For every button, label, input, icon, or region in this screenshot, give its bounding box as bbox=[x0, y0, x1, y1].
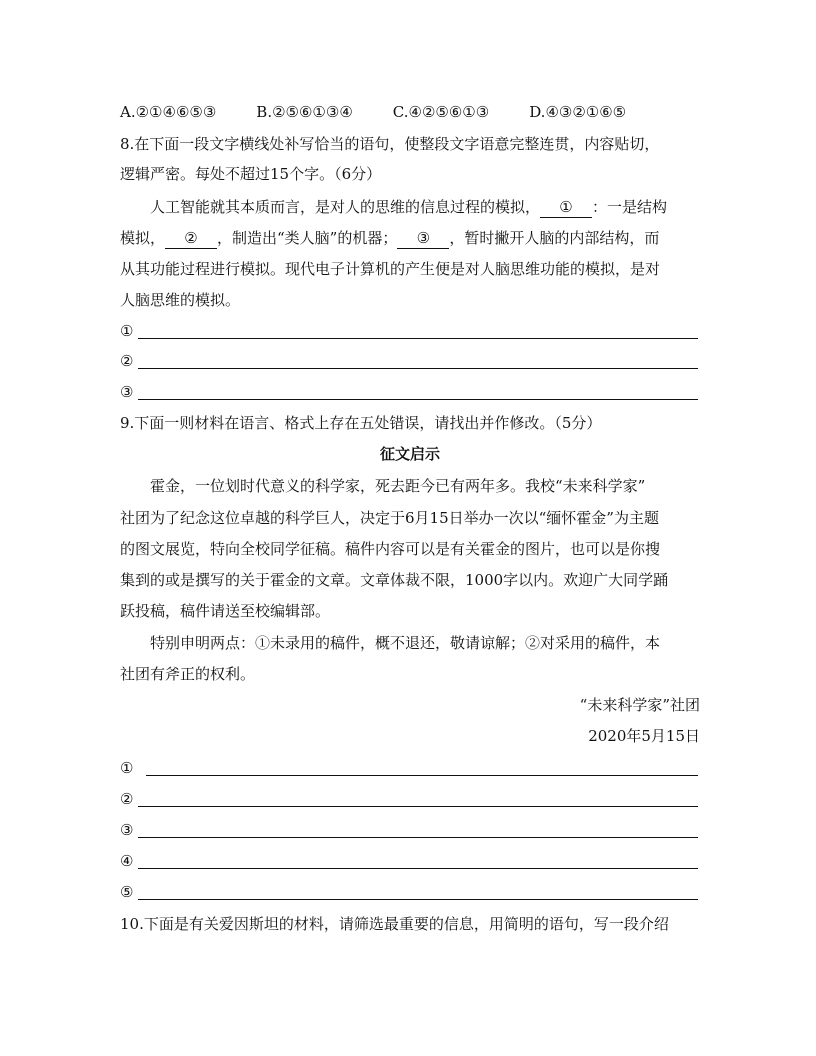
option-b: B.②⑤⑥①③④ bbox=[256, 103, 353, 121]
q9-text-line3: 的图文展览，特向全校同学征稿。稿件内容可以是有关霍金的图片，也可以是你搜 bbox=[120, 540, 661, 558]
q9-text-line2: 社团为了纪念这位卓越的科学巨人，决定于6月15日举办一次以“缅怀霍金”为主题 bbox=[120, 509, 659, 527]
q8-answer-2[interactable]: ② bbox=[120, 350, 698, 372]
option-a: A.②①④⑥⑤③ bbox=[120, 103, 217, 121]
q9-title: 征文启示 bbox=[379, 445, 440, 463]
q9-signature: “未来科学家”社团 bbox=[579, 696, 700, 714]
q8-passage-line2: 模拟， ② ，制造出“类人脑”的机器； ③ ，暂时撇开人脑的内部结构，而 bbox=[120, 229, 660, 247]
q9-text-line1: 霍金，一位划时代意义的科学家，死去距今已有两年多。我校“未来科学家” bbox=[150, 477, 646, 495]
blank-2[interactable]: ② bbox=[165, 228, 217, 249]
q9-answer-3[interactable]: ③ bbox=[120, 819, 698, 841]
q9-date: 2020年5月15日 bbox=[588, 727, 700, 745]
q8-passage-line1: 人工智能就其本质而言，是对人的思维的信息过程的模拟， ① ：一是结构 bbox=[150, 198, 668, 216]
q7-options bbox=[120, 101, 700, 123]
q8-prompt-line1: 8.在下面一段文字横线处补写恰当的语句，使整段文字语意完整连贯，内容贴切， bbox=[120, 135, 660, 153]
blank-3[interactable]: ③ bbox=[397, 228, 449, 249]
q9-text-line6: 特别申明两点：①未录用的稿件，概不退还，敬请谅解；②对采用的稿件，本 bbox=[150, 634, 661, 652]
q8-answer-3[interactable]: ③ bbox=[120, 381, 698, 403]
q9-text-line4: 集到的或是撰写的关于霍金的文章。文章体裁不限，1000字以内。欢迎广大同学踊 bbox=[120, 571, 669, 589]
q9-answer-2[interactable]: ② bbox=[120, 788, 698, 810]
q9-text-line5: 跃投稿，稿件请送至校编辑部。 bbox=[120, 602, 331, 620]
q9-answer-1[interactable]: ① bbox=[120, 757, 698, 779]
q9-text-line7: 社团有斧正的权利。 bbox=[120, 665, 256, 683]
q9-answer-5[interactable]: ⑤ bbox=[120, 881, 698, 903]
q8-prompt-line2: 逻辑严密。每处不超过15个字。（6分） bbox=[120, 165, 382, 183]
q8-passage-line3: 从其功能过程进行模拟。现代电子计算机的产生便是对人脑思维功能的模拟，是对 bbox=[120, 260, 661, 278]
q10-prompt: 10.下面是有关爱因斯坦的材料，请筛选最重要的信息，用简明的语句，写一段介绍 bbox=[120, 915, 669, 933]
q9-answer-4[interactable]: ④ bbox=[120, 850, 698, 872]
blank-1[interactable]: ① bbox=[540, 197, 592, 218]
option-d: D.④③②①⑥⑤ bbox=[529, 103, 627, 121]
q8-passage-line4: 人脑思维的模拟。 bbox=[120, 291, 241, 309]
option-c: C.④②⑤⑥①③ bbox=[392, 103, 490, 121]
q8-answer-1[interactable]: ① bbox=[120, 320, 698, 342]
q9-prompt: 9.下面一则材料在语言、格式上存在五处错误，请找出并作修改。（5分） bbox=[120, 414, 602, 432]
